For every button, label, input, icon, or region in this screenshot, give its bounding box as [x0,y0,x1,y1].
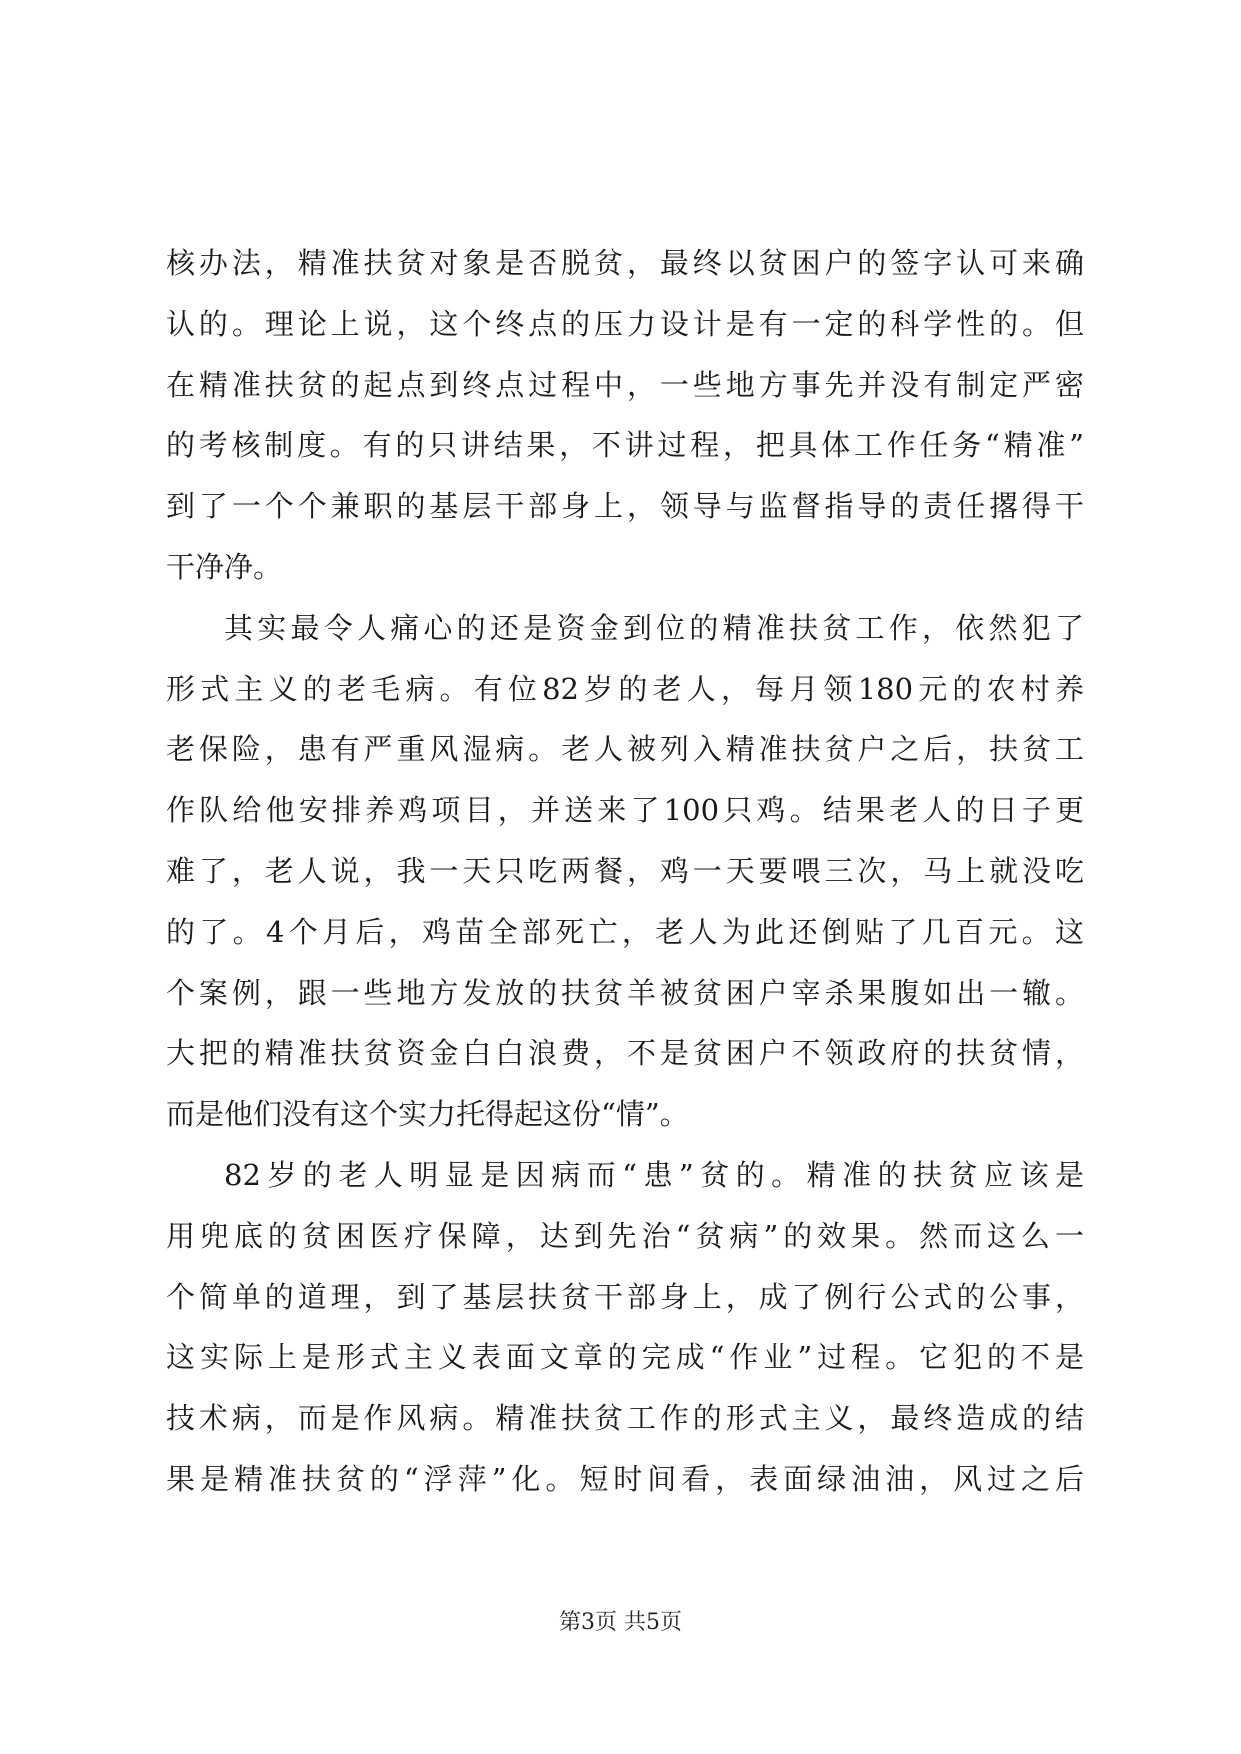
paragraph-1 [166,233,1084,598]
document-body [166,233,1084,1510]
text-line: 的考核制度。有的只讲结果，不讲过程，把具体工作任务“精准” [166,428,1084,463]
text-line: 82岁的老人明显是因病而“患”贫的。精准的扶贫应该是 [224,1157,1084,1192]
text-line: 个简单的道理，到了基层扶贫干部身上，成了例行公式的公事， [166,1279,1084,1314]
text-line: 难了，老人说，我一天只吃两餐，鸡一天要喂三次，马上就没吃 [166,853,1084,888]
page-footer [0,1608,1241,1638]
text-line: 的了。4个月后，鸡苗全部死亡，老人为此还倒贴了几百元。这 [166,914,1084,949]
text-line: 个案例，跟一些地方发放的扶贫羊被贫困户宰杀果腹如出一辙。 [166,975,1084,1010]
text-line: 形式主义的老毛病。有位82岁的老人，每月领180元的农村养 [166,671,1084,706]
text-line: 老保险，患有严重风湿病。老人被列入精准扶贫户之后，扶贫工 [166,732,1084,767]
text-line: 这实际上是形式主义表面文章的完成“作业”过程。它犯的不是 [166,1340,1084,1375]
text-line: 作队给他安排养鸡项目，并送来了100只鸡。结果老人的日子更 [166,793,1084,828]
paragraph-2 [166,598,1084,1145]
text-line: 大把的精准扶贫资金白白浪费，不是贫困户不领政府的扶贫情， [166,1036,1084,1071]
text-line: 在精准扶贫的起点到终点过程中，一些地方事先并没有制定严密 [166,367,1084,402]
text-line: 而是他们没有这个实力托得起这份“情”。 [166,1097,689,1132]
text-line: 核办法，精准扶贫对象是否脱贫，最终以贫困户的签字认可来确 [166,246,1084,280]
text-line: 到了一个个兼职的基层干部身上，领导与监督指导的责任撂得干 [166,489,1084,524]
page-number-label: 第3页 共5页 [559,1610,682,1635]
text-line: 果是精准扶贫的“浮萍”化。短时间看，表面绿油油，风过之后 [166,1461,1084,1496]
paragraph-3 [166,1145,1084,1510]
text-line: 认的。理论上说，这个终点的压力设计是有一定的科学性的。但 [166,306,1084,341]
text-line: 用兜底的贫困医疗保障，达到先治“贫病”的效果。然而这么一 [166,1218,1084,1253]
text-line: 技术病，而是作风病。精准扶贫工作的形式主义，最终造成的结 [166,1401,1084,1436]
text-line: 干净净。 [166,549,283,584]
text-line: 其实最令人痛心的还是资金到位的精准扶贫工作，依然犯了 [224,610,1084,645]
